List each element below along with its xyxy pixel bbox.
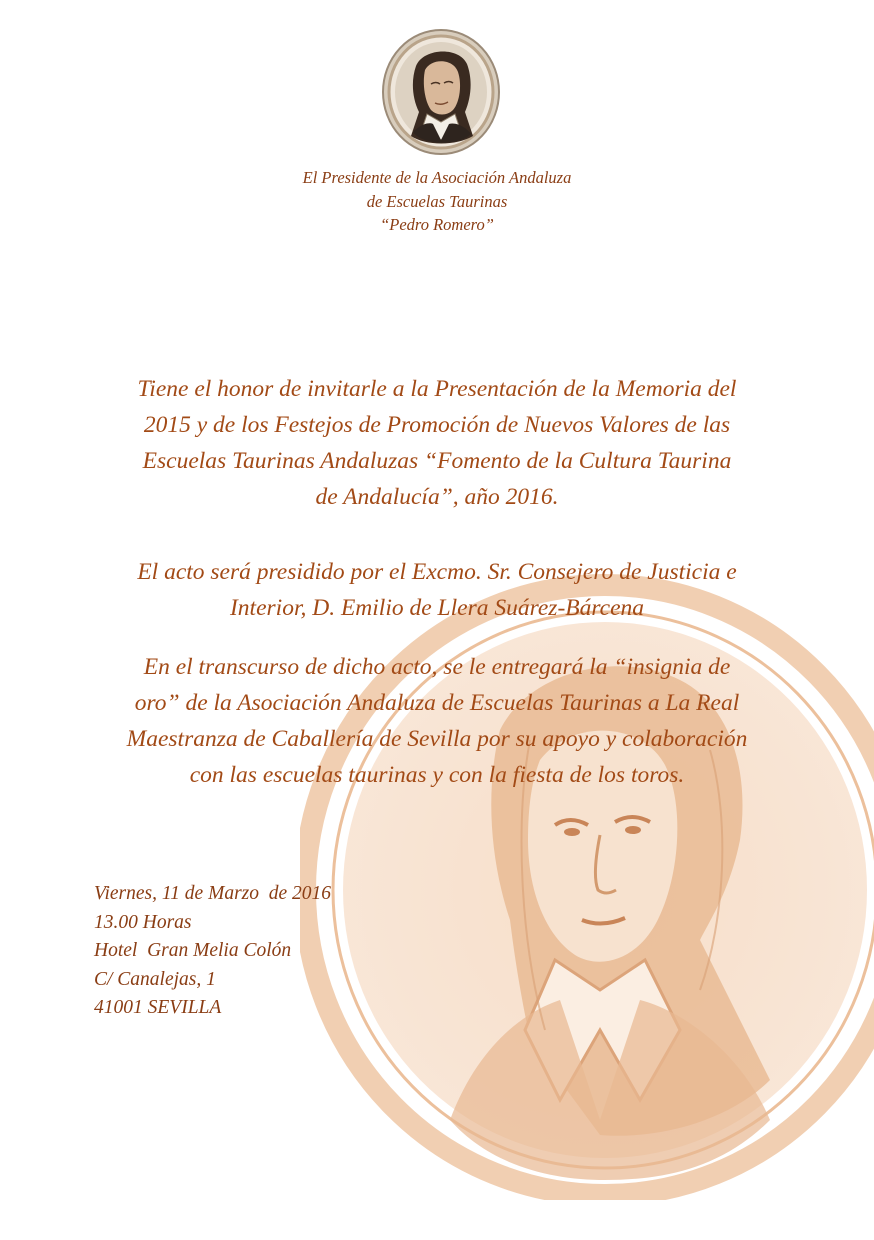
award-line: En el transcurso de dicho acto, se le entregará la “insignia de bbox=[143, 654, 731, 680]
portrait-medallion-icon bbox=[381, 28, 501, 156]
award-line: oro” de la Asociación Andaluza de Escuelas Taurinas a La Real bbox=[134, 690, 740, 716]
event-venue: Hotel Gran Melia Colón bbox=[94, 940, 292, 961]
event-street: C/ Canalejas, 1 bbox=[94, 968, 216, 990]
header-line-3: “Pedro Romero” bbox=[380, 215, 494, 234]
event-city: 41001 SEVILLA bbox=[94, 997, 222, 1018]
presided-paragraph bbox=[80, 554, 794, 626]
event-date: Viernes, 11 de Marzo de 2016 bbox=[94, 883, 332, 904]
presided-line: Interior, D. Emilio de Llera Suárez-Bárcena bbox=[229, 595, 645, 621]
invitation-line: Escuelas Taurinas Andaluzas “Fomento de la Cultura Taurina bbox=[142, 448, 732, 474]
invitation-line: 2015 y de los Festejos de Promoción de Nuevos Valores de las bbox=[143, 412, 731, 438]
award-line: Maestranza de Caballería de Sevilla por su apoyo y colaboración bbox=[126, 726, 748, 752]
invitation-line: Tiene el honor de invitarle a la Presentación de la Memoria del bbox=[137, 376, 737, 402]
award-paragraph bbox=[80, 649, 794, 793]
event-time: 13.00 Horas bbox=[94, 911, 192, 933]
invitation-line: de Andalucía”, año 2016. bbox=[315, 484, 559, 510]
header-line-1: El Presidente de la Asociación Andaluza bbox=[302, 168, 572, 187]
award-line: con las escuelas taurinas y con la fiesta de los toros. bbox=[189, 762, 685, 788]
header-line-2: de Escuelas Taurinas bbox=[366, 191, 508, 211]
invitation-header bbox=[200, 166, 674, 237]
presided-line: El acto será presidido por el Excmo. Sr. Consejero de Justicia e bbox=[137, 559, 737, 585]
invitation-paragraph bbox=[80, 371, 794, 515]
event-details bbox=[94, 880, 331, 1023]
